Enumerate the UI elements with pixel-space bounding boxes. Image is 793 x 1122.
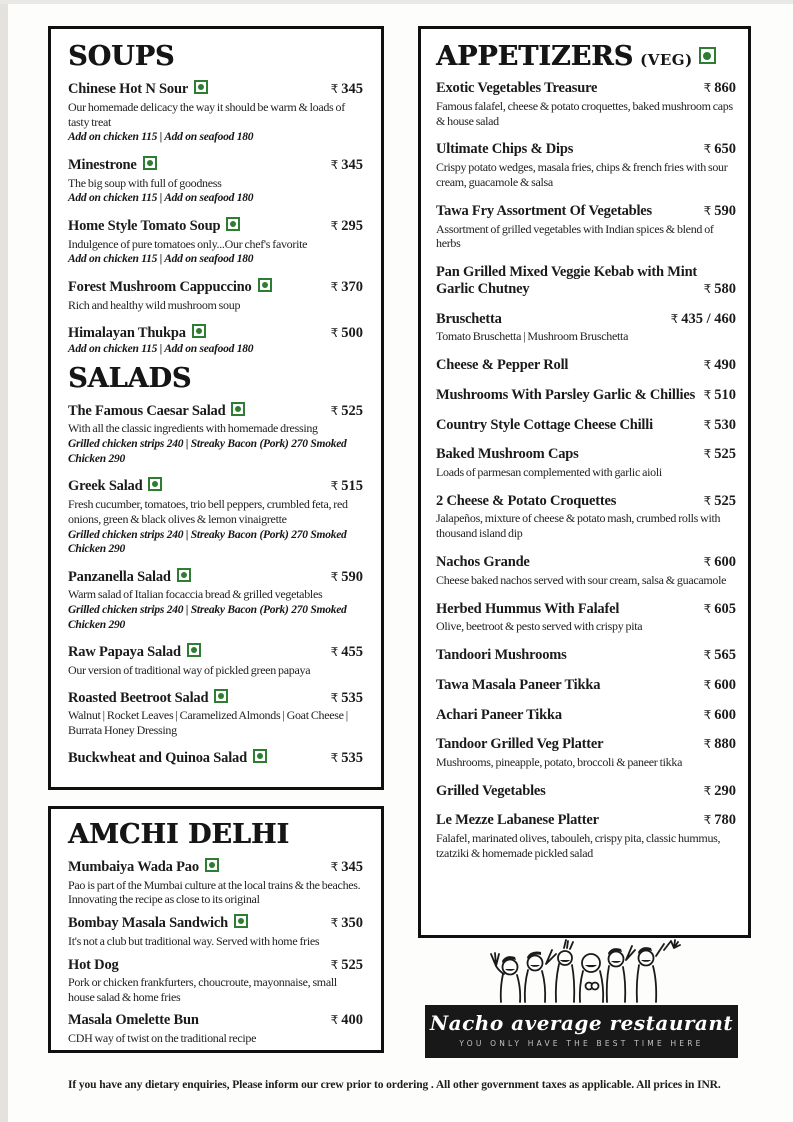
- veg-indicator-icon: [258, 278, 272, 292]
- rupee-symbol: ₹: [330, 860, 339, 874]
- item-description: Fresh cucumber, tomatoes, trio bell peppers, crumbled feta, red onions, green & black olives & lemon vinaigrette: [68, 496, 348, 526]
- menu-item: [68, 1012, 363, 1045]
- rupee-symbol: ₹: [703, 493, 712, 508]
- item-description: Our homemade delicacy the way it should be warm & loads of tasty treat: [68, 99, 345, 129]
- item-name-row: [68, 1012, 363, 1029]
- rupee-symbol: ₹: [703, 203, 712, 218]
- item-name: Mushrooms With Parsley Garlic & Chillies: [436, 386, 696, 403]
- rupee-symbol: ₹: [703, 555, 712, 570]
- item-name-row: [68, 957, 363, 974]
- rupee-symbol: ₹: [330, 157, 339, 172]
- logo-script-name: Nacho average restaurant: [429, 1011, 734, 1035]
- salads-item-list: [68, 402, 363, 767]
- item-name: Tandoor Grilled Veg Platter: [436, 736, 604, 753]
- item-price: ₹ 535: [330, 750, 363, 767]
- item-name: Chinese Hot N Sour: [68, 80, 325, 98]
- item-name: Exotic Vegetables Treasure: [436, 80, 598, 96]
- rupee-symbol: ₹: [330, 479, 339, 494]
- logo-tagline: YOU ONLY HAVE THE BEST TIME HERE: [459, 1039, 704, 1048]
- item-name-row: [68, 858, 363, 876]
- item-name-row: [68, 217, 363, 235]
- item-price: ₹ 345: [330, 156, 363, 173]
- item-name-row: [68, 402, 363, 420]
- item-name: Bruschetta: [436, 310, 502, 327]
- item-name-row: [68, 324, 363, 342]
- item-name-row: [68, 278, 363, 296]
- rupee-symbol: ₹: [703, 358, 712, 373]
- menu-item: [436, 264, 736, 297]
- item-addons: Grilled chicken strips 240 | Streaky Bacon (Pork) 270 Smoked Chicken 290: [68, 528, 347, 556]
- section-salads: [68, 363, 363, 767]
- item-price: ₹ 350: [330, 915, 363, 932]
- menu-item: [436, 387, 736, 404]
- rupee-symbol: ₹: [703, 737, 712, 752]
- item-description: Pao is part of the Mumbai culture at the local trains & the beaches. Innovating the recipe as close to its original: [68, 877, 361, 907]
- veg-indicator-icon: [214, 689, 228, 703]
- item-name: Tawa Masala Paneer Tikka: [436, 676, 601, 693]
- item-name: Tawa Fry Assortment Of Vegetables: [436, 202, 652, 219]
- item-description: Olive, beetroot & pesto served with crispy pita: [436, 619, 643, 634]
- item-price: ₹ 515: [330, 478, 363, 495]
- menu-item: [436, 677, 736, 694]
- item-name: Forest Mushroom Cappuccino: [68, 278, 325, 296]
- item-name-row: [68, 749, 363, 767]
- item-description: Warm salad of Italian focaccia bread & grilled vegetables: [68, 587, 323, 602]
- section-soups: [68, 41, 363, 357]
- section-title-soups: [68, 41, 363, 72]
- menu-item: [436, 80, 736, 128]
- menu-item: [68, 278, 363, 313]
- item-description: Famous falafel, cheese & potato croquettes, baked mushroom caps & house salad: [436, 98, 733, 128]
- rupee-symbol: ₹: [330, 325, 339, 340]
- item-price: ₹ 510: [703, 386, 736, 403]
- item-name-row: [68, 477, 363, 495]
- item-description: It's not a club but traditional way. Served with home fries: [68, 934, 320, 949]
- menu-item: [68, 324, 363, 357]
- item-name-row: [436, 601, 736, 618]
- rupee-symbol: ₹: [703, 447, 712, 462]
- item-price: ₹ 345: [330, 859, 363, 875]
- item-name: Le Mezze Labanese Platter: [436, 812, 599, 829]
- rupee-symbol: ₹: [703, 677, 712, 692]
- menu-item: [436, 707, 736, 724]
- item-price: ₹ 400: [330, 1011, 363, 1028]
- item-description: Falafel, marinated olives, tabouleh, crispy pita, classic hummus, tzatziki & homemade pickled salad: [436, 831, 721, 861]
- appetizers-veg-suffix: (VEG): [640, 51, 693, 69]
- item-price: ₹ 650: [703, 141, 736, 158]
- item-price: ₹ 880: [703, 736, 736, 753]
- item-price: ₹ 500: [330, 324, 363, 341]
- menu-item: [68, 914, 363, 948]
- item-name: Home Style Tomato Soup: [68, 217, 325, 235]
- item-description: Mushrooms, pineapple, potato, broccoli & paneer tikka: [436, 754, 683, 769]
- item-description: Rich and healthy wild mushroom soup: [68, 297, 241, 312]
- veg-indicator-icon: [148, 477, 162, 491]
- menu-item: [436, 417, 736, 434]
- item-name-row: [68, 689, 363, 707]
- item-name: Roasted Beetroot Salad: [68, 689, 325, 707]
- menu-item: [68, 80, 363, 145]
- item-addons: Grilled chicken strips 240 | Streaky Bacon (Pork) 270 Smoked Chicken 290: [68, 604, 347, 631]
- item-price: ₹ 600: [703, 706, 736, 723]
- menu-item: [436, 647, 736, 664]
- item-name: Raw Papaya Salad: [68, 643, 325, 661]
- restaurant-logo: [425, 1005, 738, 1058]
- item-description: Cheese baked nachos served with sour cream, salsa & guacamole: [436, 572, 727, 587]
- item-name-row: [68, 568, 363, 586]
- item-name-row: [68, 914, 363, 932]
- item-price: ₹ 525: [703, 492, 736, 509]
- item-price: ₹ 345: [330, 81, 363, 97]
- rupee-symbol: ₹: [703, 281, 712, 296]
- item-description: With all the classic ingredients with homemade dressing: [68, 421, 318, 436]
- item-price: ₹ 525: [330, 402, 363, 419]
- rupee-symbol: ₹: [703, 142, 712, 157]
- item-name: Pan Grilled Mixed Veggie Kebab with Mint Garlic Chutney: [436, 264, 698, 297]
- menu-item: [68, 156, 363, 206]
- item-name: Grilled Vegetables: [436, 782, 546, 799]
- item-price: ₹ 370: [330, 278, 363, 295]
- item-name: Mumbaiya Wada Pao: [68, 858, 325, 876]
- item-name-row: [436, 812, 736, 829]
- footer-note: If you have any dietary enquiries, Please inform our crew prior to ordering . All other government taxes as applicable. All prices in INR.: [68, 1079, 721, 1091]
- item-description: Walnut | Rocket Leaves | Caramelized Almonds | Goat Cheese | Burrata Honey Dressing: [68, 708, 348, 738]
- item-price: ₹ 455: [330, 644, 363, 661]
- item-name: The Famous Caesar Salad: [68, 402, 325, 420]
- item-price: ₹ 490: [703, 357, 736, 374]
- item-name: Nachos Grande: [436, 554, 530, 571]
- rupee-symbol: ₹: [703, 387, 712, 402]
- item-price: ₹ 600: [703, 676, 736, 693]
- item-name-row: [436, 141, 736, 158]
- rupee-symbol: ₹: [330, 690, 339, 705]
- rupee-symbol: ₹: [330, 403, 339, 418]
- menu-item: [68, 957, 363, 1004]
- item-name-row: [436, 264, 736, 297]
- item-description: Loads of parmesan complemented with garlic aioli: [436, 464, 662, 479]
- item-name-row: [436, 783, 736, 800]
- item-description: Assortment of grilled vegetables with Indian spices & blend of herbs: [436, 221, 714, 251]
- item-addons: Add on chicken 115 | Add on seafood 180: [68, 192, 254, 205]
- menu-item: [436, 812, 736, 860]
- item-addons: Add on chicken 115 | Add on seafood 180: [68, 131, 254, 144]
- menu-item: [68, 217, 363, 267]
- item-description: Indulgence of pure tomatoes only...Our chef's favorite: [68, 236, 308, 251]
- item-name: 2 Cheese & Potato Croquettes: [436, 492, 617, 509]
- item-name-row: [436, 677, 736, 694]
- item-price: ₹ 535: [330, 689, 363, 706]
- item-name-row: [436, 493, 736, 510]
- item-price: ₹ 590: [703, 202, 736, 219]
- item-description: Pork or chicken frankfurters, choucroute, mayonnaise, small house salad & home fries: [68, 975, 337, 1004]
- item-name: Greek Salad: [68, 477, 325, 495]
- section-title-amchi-delhi: [68, 819, 363, 850]
- item-name: Ultimate Chips & Dips: [436, 141, 574, 158]
- item-name-row: [436, 736, 736, 753]
- rupee-symbol: ₹: [330, 645, 339, 660]
- soups-item-list: [68, 80, 363, 357]
- rupee-symbol: ₹: [703, 601, 712, 616]
- veg-indicator-icon: [143, 156, 157, 170]
- menu-item: [68, 858, 363, 906]
- item-name-row: [436, 203, 736, 220]
- section-title-salads: [68, 363, 363, 394]
- menu-item: [436, 493, 736, 541]
- appetizers-item-list: [436, 80, 736, 861]
- item-price: ₹ 530: [703, 416, 736, 433]
- rupee-symbol: ₹: [330, 957, 339, 972]
- item-name: Cheese & Pepper Roll: [436, 357, 569, 374]
- section-appetizers: [436, 41, 736, 861]
- item-name: Achari Paneer Tikka: [436, 706, 562, 723]
- item-description: CDH way of twist on the traditional recipe: [68, 1030, 257, 1045]
- menu-item: [68, 689, 363, 738]
- item-description: Jalapeños, mixture of cheese & potato mash, crumbed rolls with thousand island dip: [436, 511, 721, 541]
- rupee-symbol: ₹: [330, 279, 339, 294]
- rupee-symbol: ₹: [330, 569, 339, 584]
- soups-title-text: SOUPS: [68, 41, 175, 72]
- item-name: Hot Dog: [68, 956, 119, 973]
- rupee-symbol: ₹: [703, 707, 712, 722]
- item-name: Panzanella Salad: [68, 568, 325, 586]
- item-name: Herbed Hummus With Falafel: [436, 600, 620, 617]
- item-price: ₹ 565: [703, 647, 736, 664]
- appetizers-panel: [418, 26, 751, 938]
- section-title-appetizers: [436, 41, 736, 72]
- item-name: Himalayan Thukpa: [68, 324, 325, 342]
- item-price: ₹ 860: [703, 80, 736, 96]
- item-name-row: [436, 554, 736, 571]
- rupee-symbol: ₹: [703, 648, 712, 663]
- rupee-symbol: ₹: [330, 82, 339, 96]
- item-name: Baked Mushroom Caps: [436, 446, 579, 463]
- soups-salads-panel: [48, 26, 384, 790]
- cheering-people-illustration: [488, 938, 693, 1006]
- item-name-row: [436, 357, 736, 374]
- item-addons: Add on chicken 115 | Add on seafood 180: [68, 253, 254, 266]
- rupee-symbol: ₹: [330, 916, 339, 931]
- menu-item: [436, 311, 736, 345]
- rupee-symbol: ₹: [330, 1012, 339, 1027]
- veg-indicator-icon: [231, 402, 245, 416]
- item-name-row: [68, 80, 363, 98]
- item-name-row: [436, 417, 736, 434]
- menu-item: [436, 554, 736, 588]
- item-name: Tandoori Mushrooms: [436, 647, 567, 664]
- veg-indicator-icon: [177, 568, 191, 582]
- veg-indicator-icon: [194, 80, 208, 94]
- item-price: ₹ 600: [703, 554, 736, 571]
- veg-indicator-icon: [205, 858, 219, 872]
- veg-indicator-icon: [187, 643, 201, 657]
- item-name-row: [68, 643, 363, 661]
- item-name-row: [436, 647, 736, 664]
- rupee-symbol: ₹: [670, 311, 679, 326]
- item-name-row: [436, 446, 736, 463]
- rupee-symbol: ₹: [703, 81, 712, 95]
- item-name: Bombay Masala Sandwich: [68, 914, 325, 932]
- veg-indicator-icon: [699, 47, 716, 64]
- item-price: ₹ 525: [703, 446, 736, 463]
- menu-item: [436, 601, 736, 635]
- veg-indicator-icon: [226, 217, 240, 231]
- rupee-symbol: ₹: [330, 751, 339, 766]
- item-name: Country Style Cottage Cheese Chilli: [436, 416, 653, 433]
- menu-item: [436, 203, 736, 251]
- item-name-row: [436, 311, 736, 328]
- item-price: ₹ 290: [703, 782, 736, 799]
- item-name-row: [436, 80, 736, 97]
- page-edge-shadow-top: [0, 0, 793, 4]
- page-edge-shadow-left: [0, 0, 8, 1122]
- rupee-symbol: ₹: [703, 813, 712, 828]
- menu-item: [68, 477, 363, 556]
- item-price: ₹ 435 / 460: [670, 310, 736, 327]
- menu-item: [68, 749, 363, 767]
- rupee-symbol: ₹: [703, 783, 712, 798]
- item-price: ₹ 580: [703, 280, 736, 297]
- item-price: ₹ 605: [703, 600, 736, 617]
- veg-indicator-icon: [192, 324, 206, 338]
- salads-title-text: SALADS: [68, 362, 192, 394]
- item-addons: Grilled chicken strips 240 | Streaky Bacon (Pork) 270 Smoked Chicken 290: [68, 438, 347, 465]
- amchi-delhi-title-text: AMCHI DELHI: [68, 819, 289, 850]
- amchi-delhi-item-list: [68, 858, 363, 1045]
- item-name-row: [68, 156, 363, 174]
- item-description: Tomato Bruschetta | Mushroom Bruschetta: [436, 329, 629, 344]
- item-price: ₹ 590: [330, 568, 363, 585]
- section-amchi-delhi: [68, 819, 363, 1045]
- item-price: ₹ 295: [330, 217, 363, 234]
- veg-indicator-icon: [253, 749, 267, 763]
- item-price: ₹ 780: [703, 812, 736, 829]
- item-description: The big soup with full of goodness: [68, 175, 222, 190]
- item-addons: Add on chicken 115 | Add on seafood 180: [68, 343, 254, 356]
- amchi-delhi-panel: [48, 806, 384, 1053]
- appetizers-title-text: APPETIZERS: [436, 41, 634, 72]
- menu-item: [436, 357, 736, 374]
- menu-item: [68, 643, 363, 678]
- menu-item: [436, 783, 736, 800]
- item-name: Buckwheat and Quinoa Salad: [68, 749, 325, 767]
- rupee-symbol: ₹: [330, 218, 339, 233]
- menu-item: [68, 402, 363, 467]
- menu-item: [436, 446, 736, 480]
- veg-indicator-icon: [234, 914, 248, 928]
- menu-item: [68, 568, 363, 633]
- item-name-row: [436, 707, 736, 724]
- item-description: Our version of traditional way of pickled green papaya: [68, 662, 311, 677]
- rupee-symbol: ₹: [703, 417, 712, 432]
- item-description: Crispy potato wedges, masala fries, chips & french fries with sour cream, guacamole & salsa: [436, 160, 728, 189]
- item-price: ₹ 525: [330, 956, 363, 973]
- menu-item: [436, 736, 736, 770]
- item-name: Masala Omelette Bun: [68, 1011, 199, 1028]
- item-name-row: [436, 387, 736, 404]
- item-name: Minestrone: [68, 156, 325, 174]
- menu-item: [436, 141, 736, 189]
